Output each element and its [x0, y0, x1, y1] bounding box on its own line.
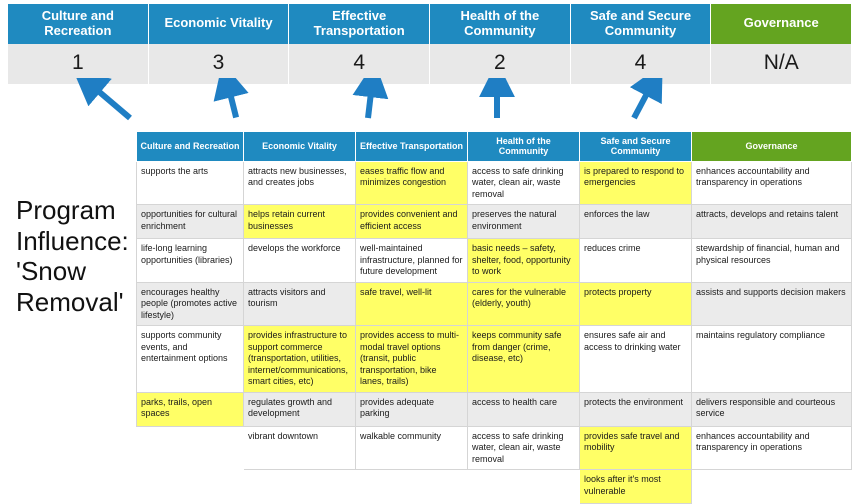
matrix-cell: ensures safe air and access to drinking water	[580, 326, 692, 393]
matrix-cell: supports the arts	[137, 161, 244, 205]
matrix-header-economic-vitality: Economic Vitality	[244, 132, 356, 162]
matrix-cell: provides access to multi-modal travel options (transit, public transportation, bike lanes, trails)	[356, 326, 468, 393]
matrix-cell: attracts visitors and tourism	[244, 282, 356, 326]
matrix-cell	[137, 426, 244, 470]
score-summary-bar	[8, 4, 851, 84]
matrix-cell: develops the workforce	[244, 239, 356, 283]
matrix-cell: enforces the law	[580, 205, 692, 239]
matrix-cell: protects the environment	[580, 392, 692, 426]
matrix-cell: assists and supports decision makers	[692, 282, 852, 326]
score-value-economic-vitality: 3	[149, 44, 290, 84]
matrix-cell: provides infrastructure to support commerce (transportation, utilities, internet/communications, smart cities, etc)	[244, 326, 356, 393]
table-row	[137, 161, 852, 205]
score-header-row	[8, 4, 851, 44]
matrix-cell: life-long learning opportunities (libraries)	[137, 239, 244, 283]
matrix-cell: reduces crime	[580, 239, 692, 283]
matrix-cell: is prepared to respond to emergencies	[580, 161, 692, 205]
matrix-cell: walkable community	[356, 426, 468, 470]
matrix-cell: well-maintained infrastructure, planned for future development	[356, 239, 468, 283]
matrix-cell: stewardship of financial, human and physical resources	[692, 239, 852, 283]
score-value-safe-and-secure-community: 4	[571, 44, 712, 84]
matrix-cell	[244, 470, 356, 504]
score-header-safe-and-secure-community: Safe and Secure Community	[571, 4, 712, 44]
table-row	[137, 326, 852, 393]
matrix-cell: vibrant downtown	[244, 426, 356, 470]
caption-line-4: Removal'	[16, 287, 124, 318]
table-row	[137, 282, 852, 326]
matrix-cell: access to safe drinking water, clean air, waste removal	[468, 161, 580, 205]
caption-line-3: 'Snow	[16, 256, 87, 287]
influence-arrow-1	[90, 84, 130, 118]
matrix-cell: preserves the natural environment	[468, 205, 580, 239]
matrix-header-row	[137, 132, 852, 162]
score-header-economic-vitality: Economic Vitality	[149, 4, 290, 44]
matrix-cell: access to safe drinking water, clean air, waste removal	[468, 426, 580, 470]
matrix-header-health-of-the-community: Health of the Community	[468, 132, 580, 162]
influence-matrix-table	[136, 131, 852, 504]
matrix-cell	[692, 470, 852, 504]
table-row	[137, 205, 852, 239]
matrix-cell: protects property	[580, 282, 692, 326]
influence-arrow-2	[228, 85, 236, 118]
matrix-header-effective-transportation: Effective Transportation	[356, 132, 468, 162]
matrix-cell: enhances accountability and transparency in operations	[692, 161, 852, 205]
score-value-culture-and-recreation: 1	[8, 44, 149, 84]
matrix-header-governance: Governance	[692, 132, 852, 162]
matrix-cell: helps retain current businesses	[244, 205, 356, 239]
score-header-effective-transportation: Effective Transportation	[289, 4, 430, 44]
matrix-cell: provides convenient and efficient access	[356, 205, 468, 239]
matrix-cell: delivers responsible and courteous service	[692, 392, 852, 426]
score-value-governance: N/A	[763, 50, 799, 74]
score-value-effective-transportation: 4	[289, 44, 430, 84]
matrix-cell: enhances accountability and transparency in operations	[692, 426, 852, 470]
matrix-cell: attracts new businesses, and creates jobs	[244, 161, 356, 205]
caption-line-2: Influence:	[16, 225, 129, 256]
table-row	[137, 426, 852, 470]
score-header-governance: Governance	[711, 4, 851, 44]
matrix-body	[137, 161, 852, 504]
matrix-cell	[137, 470, 244, 504]
matrix-cell: maintains regulatory compliance	[692, 326, 852, 393]
matrix-cell: parks, trails, open spaces	[137, 392, 244, 426]
matrix-cell: looks after it's most vulnerable	[580, 470, 692, 504]
matrix-cell: supports community events, and entertainment options	[137, 326, 244, 393]
matrix-cell: safe travel, well-lit	[356, 282, 468, 326]
matrix-cell	[468, 470, 580, 504]
matrix-cell: provides safe travel and mobility	[580, 426, 692, 470]
matrix-cell	[356, 470, 468, 504]
matrix-cell: access to health care	[468, 392, 580, 426]
matrix-cell: eases traffic flow and minimizes congestion	[356, 161, 468, 205]
influence-arrows-group	[0, 78, 859, 138]
matrix-cell: encourages healthy people (promotes active lifestyle)	[137, 282, 244, 326]
matrix-cell: regulates growth and development	[244, 392, 356, 426]
matrix-cell: keeps community safe from danger (crime, disease, etc)	[468, 326, 580, 393]
influence-arrow-5	[634, 84, 652, 118]
influence-arrow-3	[368, 84, 372, 118]
matrix-cell: provides adequate parking	[356, 392, 468, 426]
score-header-health-of-the-community: Health of the Community	[430, 4, 571, 44]
matrix-cell: basic needs – safety, shelter, food, opportunity to work	[468, 239, 580, 283]
table-row	[137, 239, 852, 283]
matrix-cell: cares for the vulnerable (elderly, youth)	[468, 282, 580, 326]
table-row	[137, 470, 852, 504]
matrix-header-culture-and-recreation: Culture and Recreation	[137, 132, 244, 162]
matrix-cell: attracts, develops and retains talent	[692, 205, 852, 239]
table-row	[137, 392, 852, 426]
caption-line-1: Program	[16, 195, 116, 225]
matrix-cell: opportunities for cultural enrichment	[137, 205, 244, 239]
matrix-header-safe-and-secure-community: Safe and Secure Community	[580, 132, 692, 162]
score-value-health-of-the-community: 2	[430, 44, 571, 84]
score-header-culture-and-recreation: Culture and Recreation	[8, 4, 149, 44]
program-influence-caption	[16, 195, 136, 318]
